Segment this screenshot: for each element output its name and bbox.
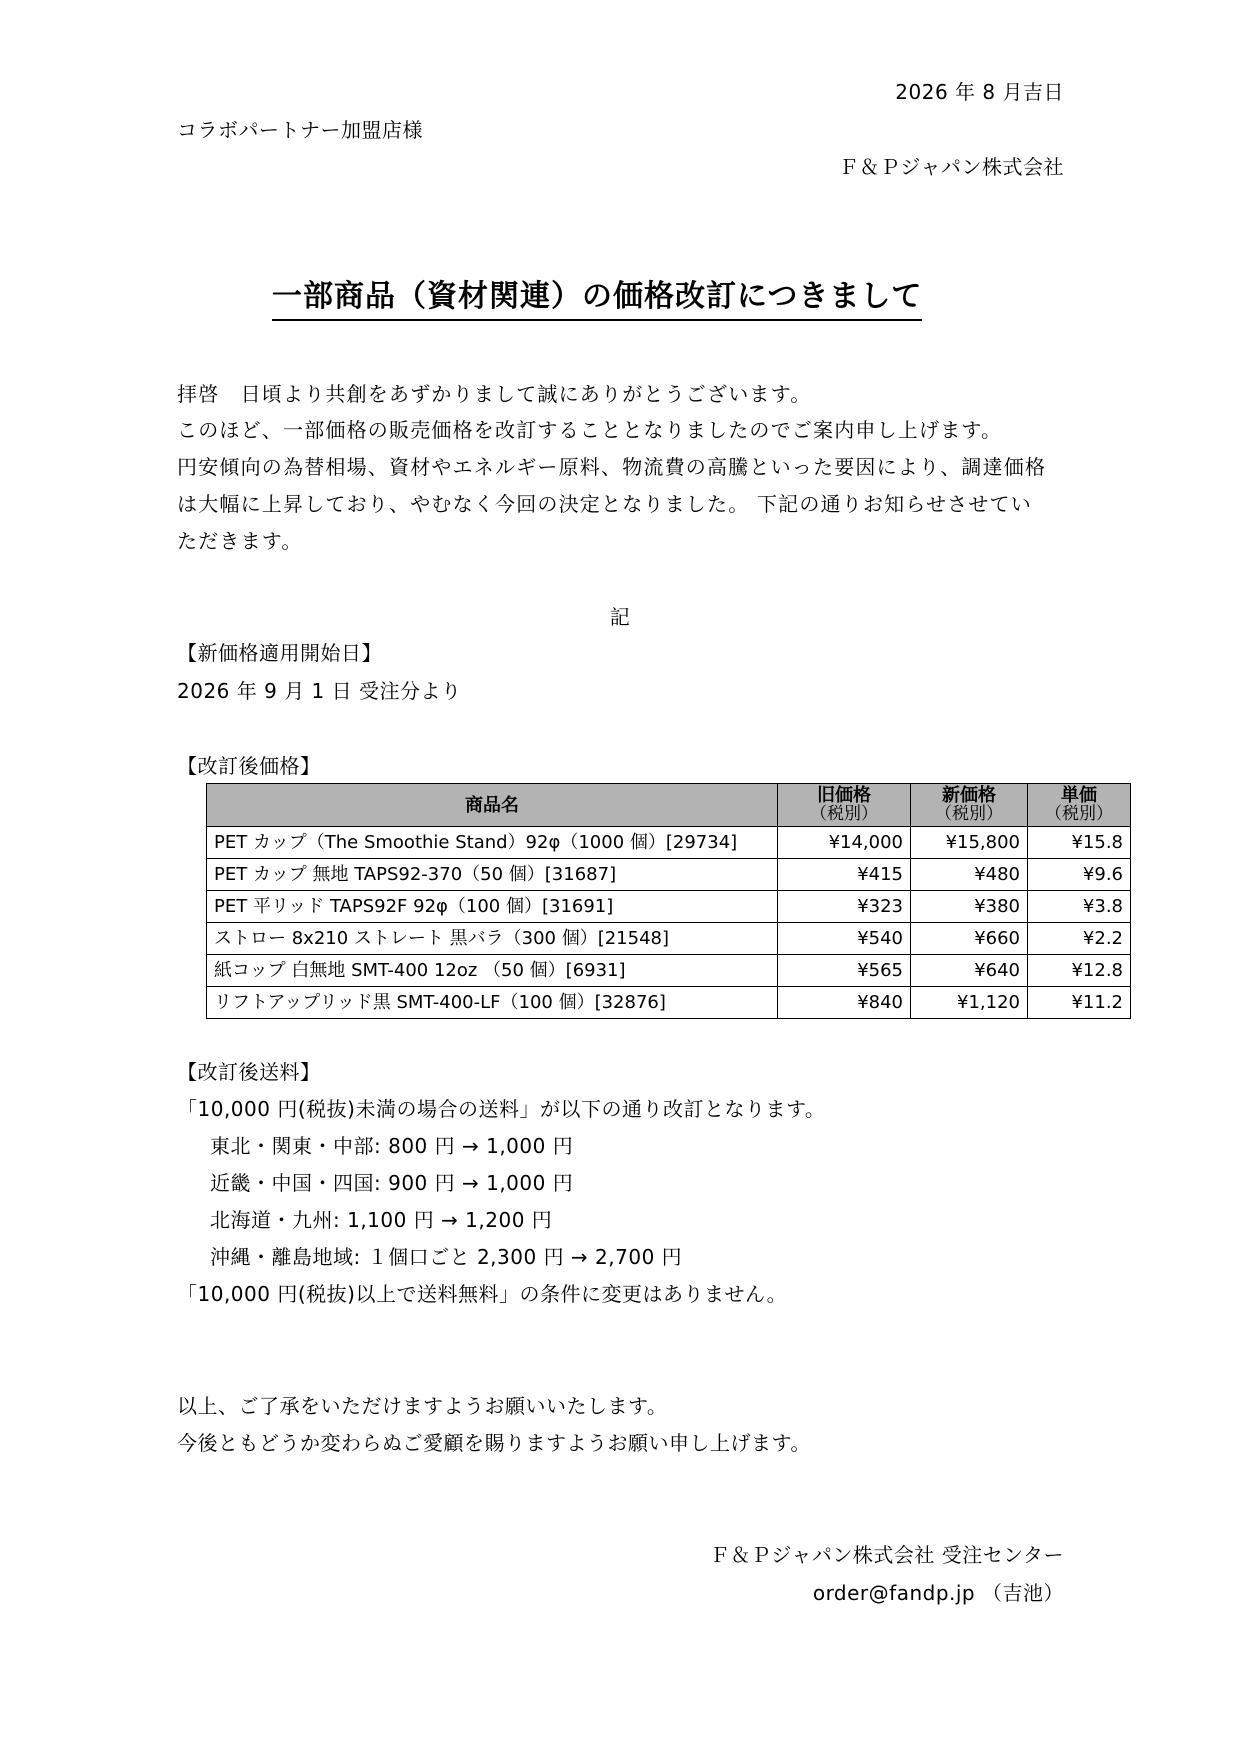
unit-price: ¥11.2 bbox=[1028, 987, 1131, 1019]
closing-line: 今後ともどうか変わらぬご愛顧を賜りますようお願い申し上げます。 bbox=[177, 1431, 811, 1455]
unit-price: ¥3.8 bbox=[1028, 891, 1131, 923]
new-price: ¥640 bbox=[911, 955, 1028, 987]
new-price: ¥1,120 bbox=[911, 987, 1028, 1019]
intro-line: このほど、一部価格の販売価格を改訂することとなりましたのでご案内申し上げます。 bbox=[177, 418, 1003, 442]
shipping-item: 北海道・九州: 1,100 円 → 1,200 円 bbox=[210, 1208, 553, 1232]
new-price: ¥15,800 bbox=[911, 827, 1028, 859]
document-date: 2026 年 8 月吉日 bbox=[895, 80, 1064, 104]
old-price: ¥565 bbox=[778, 955, 911, 987]
shipping-intro: 「10,000 円(税抜)未満の場合の送料」が以下の通り改訂となります。 bbox=[177, 1097, 826, 1121]
unit-price: ¥12.8 bbox=[1028, 955, 1131, 987]
document-title: 一部商品（資材関連）の価格改訂につきまして bbox=[272, 278, 922, 321]
column-header-unit-price: 単価 （税別） bbox=[1028, 784, 1131, 827]
shipping-note: 「10,000 円(税抜)以上で送料無料」の条件に変更はありません。 bbox=[177, 1282, 788, 1306]
intro-line: ただきます。 bbox=[177, 529, 303, 553]
old-price: ¥323 bbox=[778, 891, 911, 923]
ki-marker: 記 bbox=[609, 605, 631, 629]
table-row bbox=[207, 923, 1131, 955]
product-name: PET カップ 無地 TAPS92-370（50 個）[31687] bbox=[207, 859, 778, 891]
old-price: ¥540 bbox=[778, 923, 911, 955]
product-name: ストロー 8x210 ストレート 黒バラ（300 個）[21548] bbox=[207, 923, 778, 955]
table-row bbox=[207, 891, 1131, 923]
table-row bbox=[207, 955, 1131, 987]
unit-price: ¥2.2 bbox=[1028, 923, 1131, 955]
column-header-old-price: 旧価格 （税別） bbox=[778, 784, 911, 827]
intro-line: 拝啓 日頃より共創をあずかりまして誠にありがとうございます。 bbox=[177, 382, 812, 406]
effective-date-heading: 【新価格適用開始日】 bbox=[177, 641, 382, 665]
intro-line: は大幅に上昇しており、やむなく今回の決定となりました。 下記の通りお知らせさせてい bbox=[177, 492, 1032, 516]
new-price: ¥660 bbox=[911, 923, 1028, 955]
table-row bbox=[207, 827, 1131, 859]
shipping-item: 東北・関東・中部: 800 円 → 1,000 円 bbox=[210, 1134, 574, 1158]
table-row bbox=[207, 859, 1131, 891]
product-name: リフトアップリッド黒 SMT-400-LF（100 個）[32876] bbox=[207, 987, 778, 1019]
shipping-item: 近畿・中国・四国: 900 円 → 1,000 円 bbox=[210, 1171, 574, 1195]
column-header-new-price: 新価格 （税別） bbox=[911, 784, 1028, 827]
shipping-item: 沖縄・離島地域: １個口ごと 2,300 円 → 2,700 円 bbox=[210, 1245, 683, 1269]
unit-price: ¥15.8 bbox=[1028, 827, 1131, 859]
product-name: PET カップ（The Smoothie Stand）92φ（1000 個）[29734] bbox=[207, 827, 778, 859]
price-table-header-row bbox=[207, 784, 1131, 827]
footer-company: Ｆ＆Ｐジャパン株式会社 受注センター bbox=[709, 1543, 1064, 1567]
product-name: 紙コップ 白無地 SMT-400 12oz （50 個）[6931] bbox=[207, 955, 778, 987]
new-price: ¥480 bbox=[911, 859, 1028, 891]
recipient-name: コラボパートナー加盟店様 bbox=[177, 118, 423, 142]
shipping-heading: 【改訂後送料】 bbox=[177, 1060, 321, 1084]
footer-contact-email: order@fandp.jp （吉池） bbox=[812, 1581, 1064, 1605]
closing-line: 以上、ご了承をいただけますようお願いいたします。 bbox=[177, 1394, 668, 1418]
new-price: ¥380 bbox=[911, 891, 1028, 923]
unit-price: ¥9.6 bbox=[1028, 859, 1131, 891]
sender-company: Ｆ＆Ｐジャパン株式会社 bbox=[838, 155, 1064, 179]
column-header-name: 商品名 bbox=[207, 784, 778, 827]
old-price: ¥840 bbox=[778, 987, 911, 1019]
intro-line: 円安傾向の為替相場、資材やエネルギー原料、物流費の高騰といった要因により、調達価格 bbox=[177, 455, 1047, 479]
old-price: ¥415 bbox=[778, 859, 911, 891]
table-row bbox=[207, 987, 1131, 1019]
effective-date: 2026 年 9 月 1 日 受注分より bbox=[177, 679, 462, 703]
old-price: ¥14,000 bbox=[778, 827, 911, 859]
price-table bbox=[206, 783, 1131, 1019]
price-table-heading: 【改訂後価格】 bbox=[177, 754, 321, 778]
product-name: PET 平リッド TAPS92F 92φ（100 個）[31691] bbox=[207, 891, 778, 923]
